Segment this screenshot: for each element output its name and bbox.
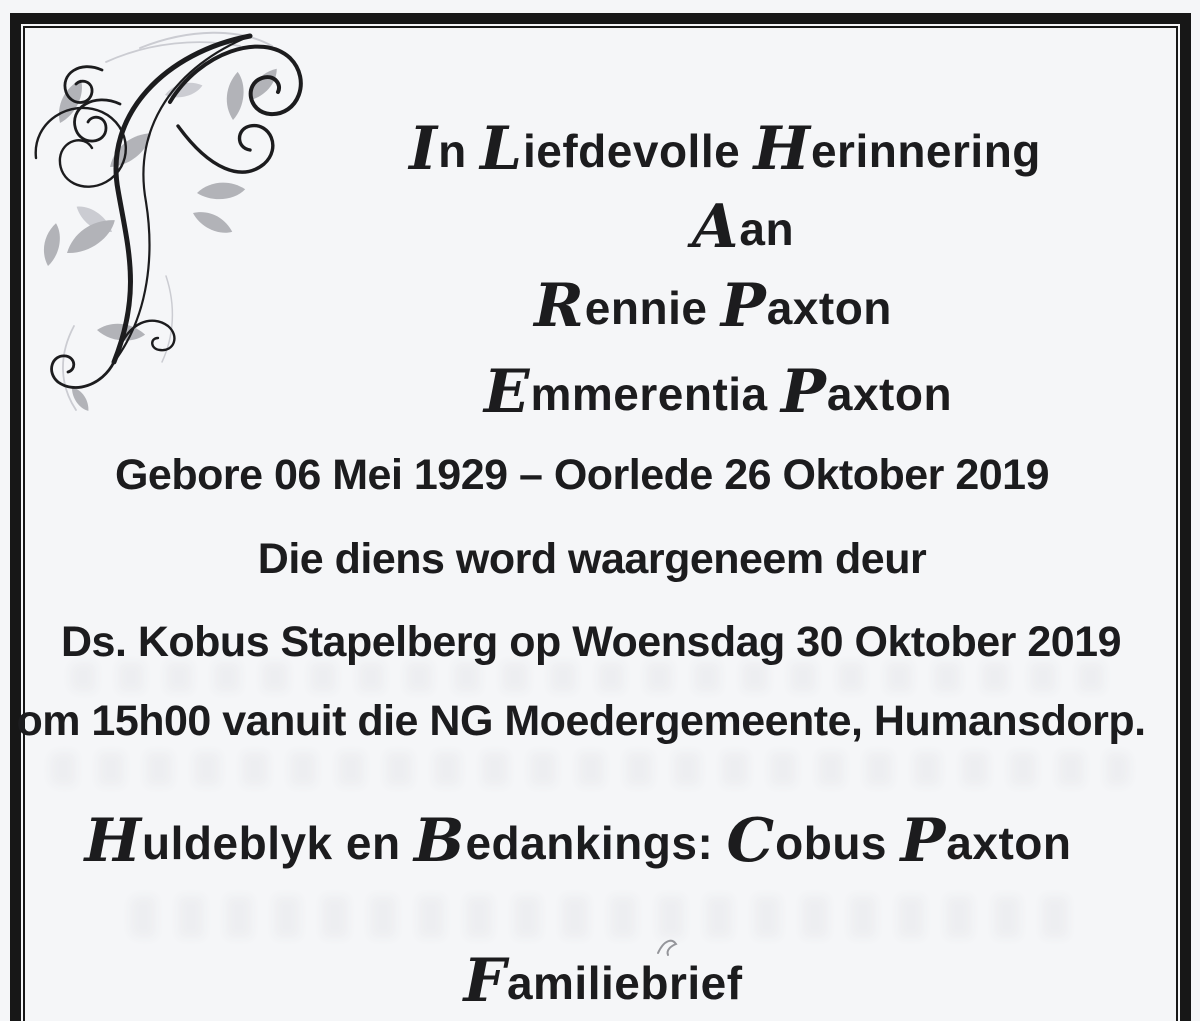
service-detail-line-2: om 15h00 vanuit die NG Moedergemeente, Humansdorp.	[16, 697, 1146, 745]
memorial-title: In Liefdevolle Herinnering	[409, 113, 1041, 184]
familiebrief-line: Familiebrief	[463, 945, 743, 1016]
ink-squiggle-mark	[655, 936, 681, 958]
name-line-1: Rennie Paxton	[534, 270, 892, 341]
tribute-line: Huldeblyk en Bedankings: Cobus Paxton	[84, 805, 1072, 876]
dates-line: Gebore 06 Mei 1929 – Oorlede 26 Oktober 2019	[114, 451, 1050, 499]
service-detail-line-1: Ds. Kobus Stapelberg op Woensdag 30 Oktober 2019	[60, 618, 1122, 666]
name-line-2: Emmerentia Paxton	[483, 356, 953, 427]
dedication-line: Aan	[691, 191, 795, 262]
service-intro-line: Die diens word waargeneem deur	[257, 535, 927, 583]
